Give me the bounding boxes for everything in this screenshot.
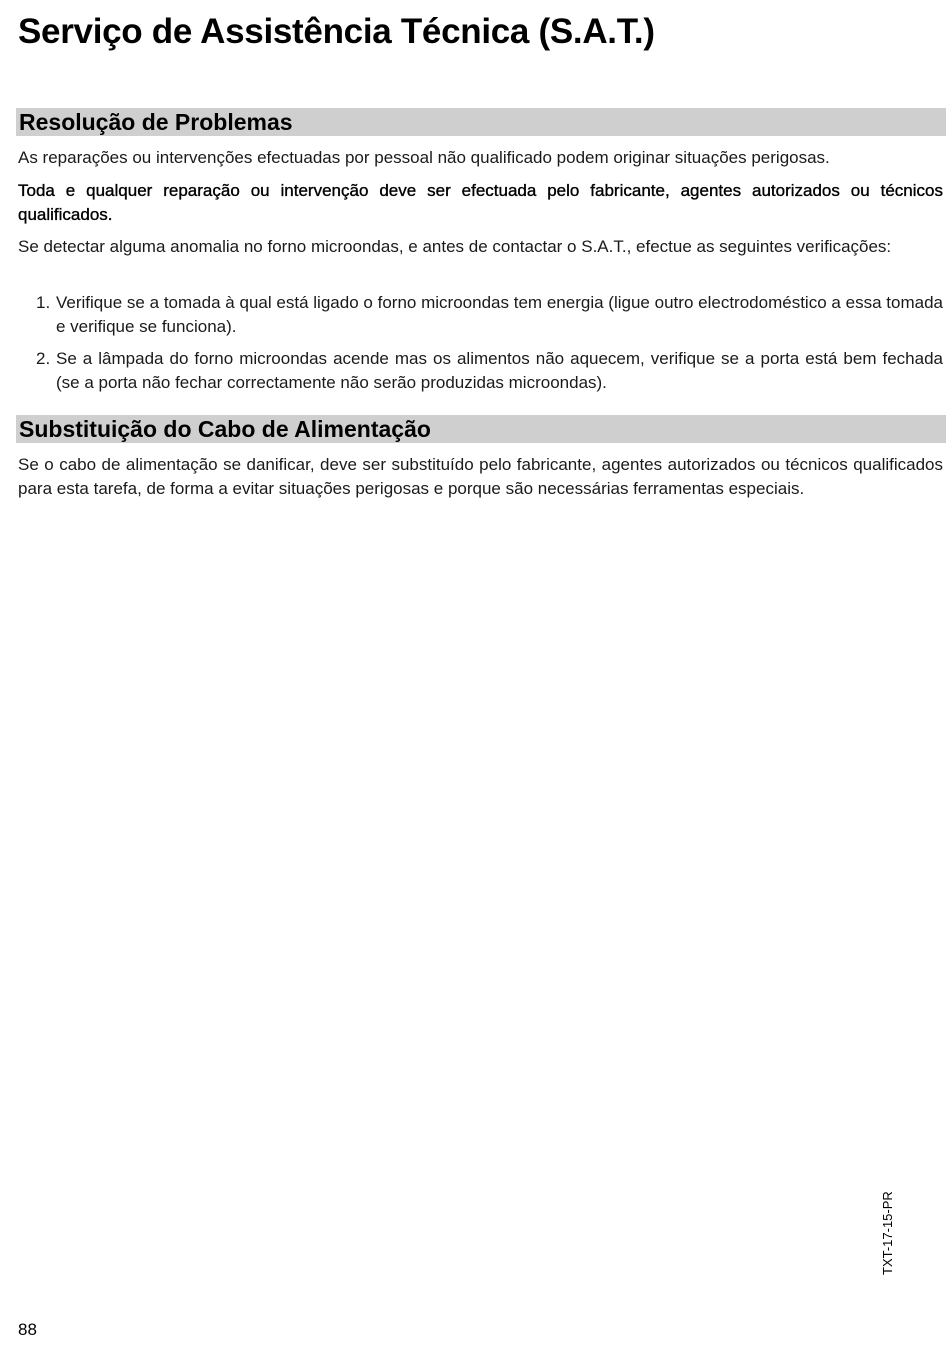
paragraph-authorized-repair: Toda e qualquer reparação ou intervenção deve ser efectuada pelo fabricante, agentes autorizados ou técnicos qualificados.: [18, 181, 943, 224]
section-heading-problem-solving: Resolução de Problemas: [16, 108, 946, 136]
list-item-number: 2.: [36, 349, 51, 368]
page-title: Serviço de Assistência Técnica (S.A.T.): [18, 12, 655, 51]
paragraph-warning: As reparações ou intervenções efectuadas por pessoal não qualificado podem originar situações perigosas.: [18, 148, 830, 167]
paragraph-checks-intro: Se detectar alguma anomalia no forno microondas, e antes de contactar o S.A.T., efectue as seguintes verificações:: [18, 237, 892, 256]
section-heading-power-cable: Substituição do Cabo de Alimentação: [16, 415, 946, 443]
list-item-number: 1.: [36, 293, 51, 312]
page-number: 88: [18, 1320, 37, 1339]
list-item: [18, 347, 943, 394]
list-item-text: Verifique se a tomada à qual está ligado o forno microondas tem energia (ligue outro electrodoméstico a essa tomada e verifique se funciona).: [56, 293, 943, 336]
document-code: TXT-17-15-PR: [880, 1191, 895, 1275]
list-item: [18, 291, 943, 338]
paragraph-power-cable: Se o cabo de alimentação se danificar, deve ser substituído pelo fabricante, agentes autorizados ou técnicos qualificados para esta tarefa, de forma a evitar situações perigosas e porque são necessárias ferramentas especiais.: [18, 455, 943, 498]
list-item-text: Se a lâmpada do forno microondas acende mas os alimentos não aquecem, verifique se a porta está bem fechada (se a porta não fechar correctamente não serão produzidas microondas).: [56, 349, 943, 392]
